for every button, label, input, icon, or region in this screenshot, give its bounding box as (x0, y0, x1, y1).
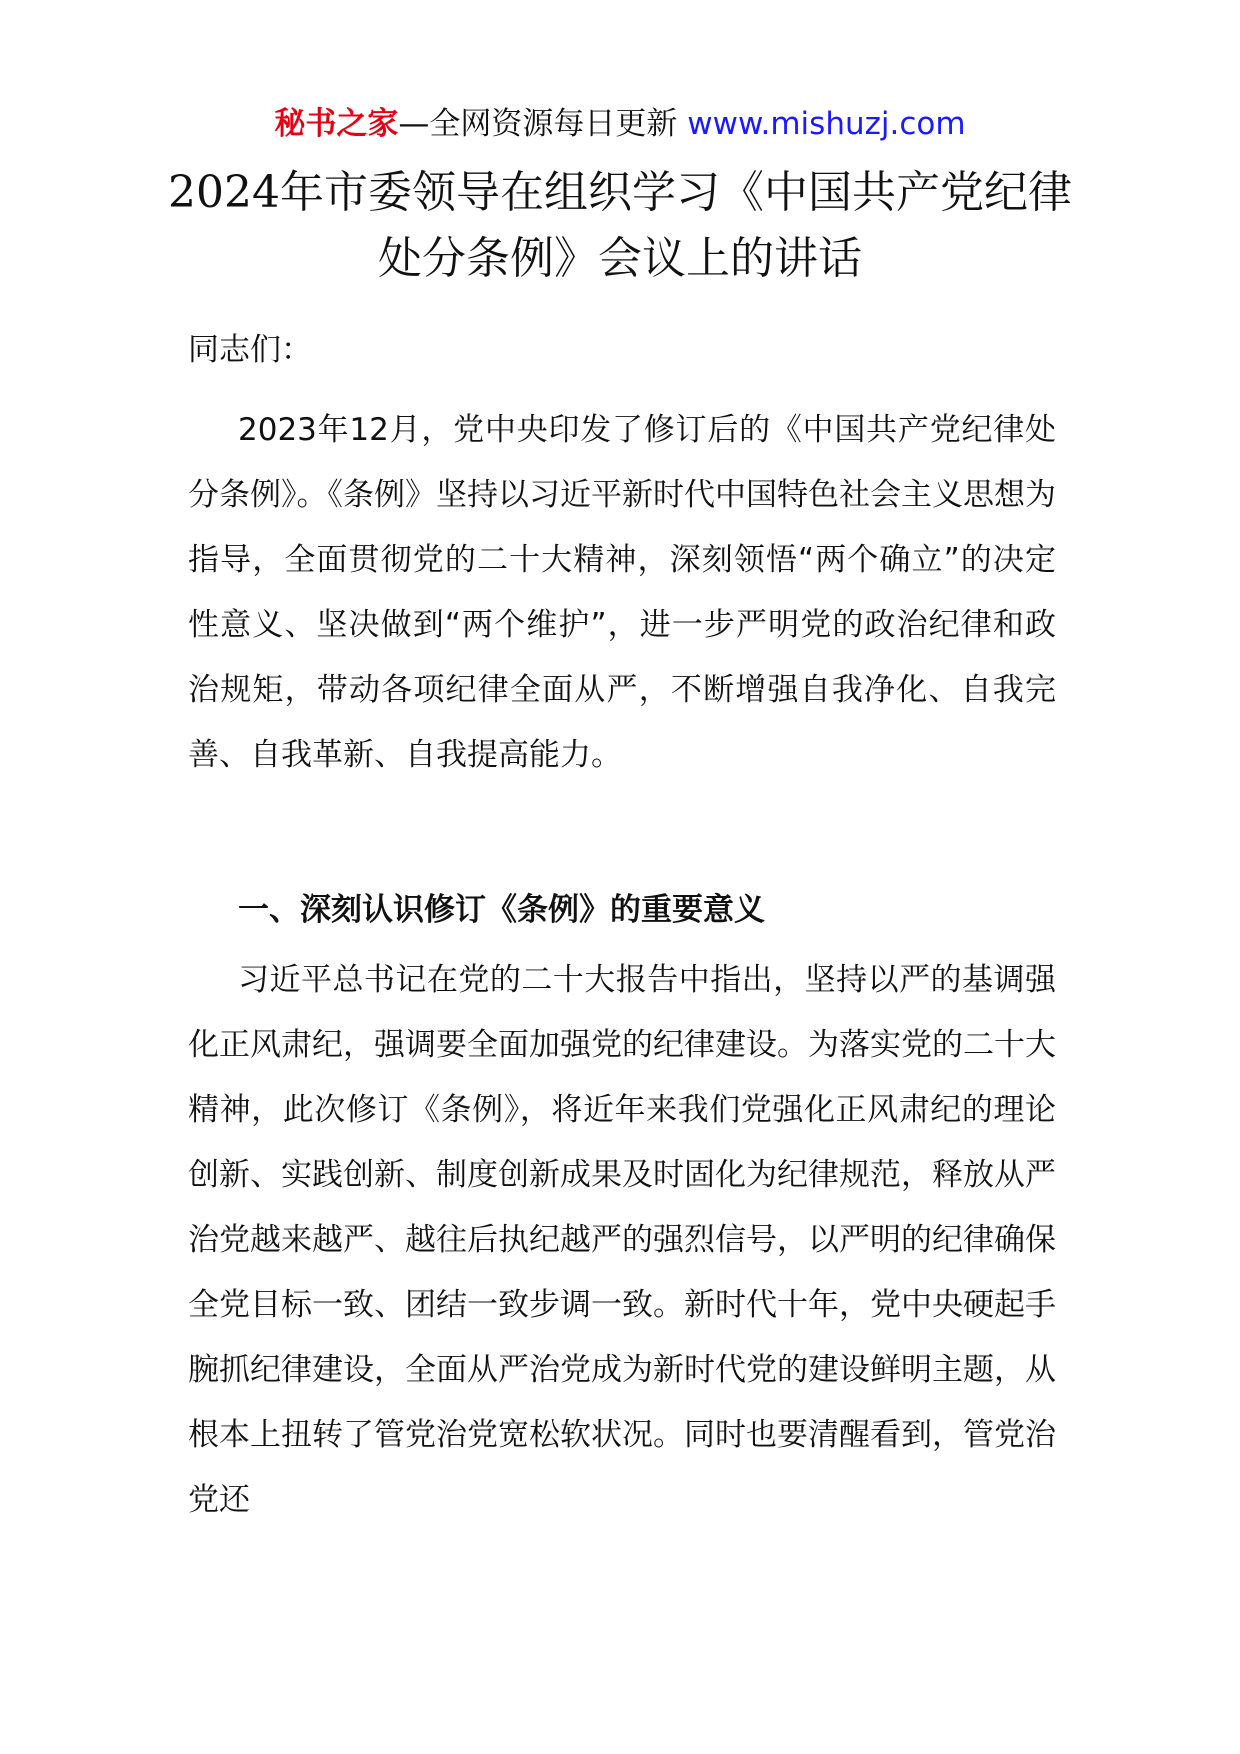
paragraph-2: 习近平总书记在党的二十大报告中指出，坚持以严的基调强化正风肃纪，强调要全面加强党的纪律建设。为落实党的二十大精神，此次修订《条例》，将近年来我们党强化正风肃纪的理论创新、实践创新、制度创新成果及时固化为纪律规范，释放从严治党越来越严、越往后执纪越严的强烈信号，以严明的纪律确保全党目标一致、团结一致步调一致。新时代十年，党中央硬起手腕抓纪律建设，全面从严治党成为新时代党的建设鲜明主题，从根本上扭转了管党治党宽松软状况。同时也要清醒看到，管党治党还 (188, 962, 1056, 1518)
site-slogan: —全网资源每日更新 (398, 106, 688, 142)
greeting: 同志们： (188, 332, 312, 368)
site-url-link[interactable]: www.mishuzj.com (687, 106, 966, 142)
title-text: 年市委领导在组织学习《中国共产党纪律处分条例》会议上的讲话 (279, 167, 1072, 284)
section-heading-1: 一、深刻认识修订《条例》的重要意义 (238, 892, 765, 928)
document-title (150, 160, 1090, 292)
title-year: 2024 (168, 167, 280, 218)
site-brand: 秘书之家 (274, 106, 399, 142)
site-banner (0, 104, 1240, 144)
paragraph-1: 2023年12月，党中央印发了修订后的《中国共产党纪律处分条例》。《条例》坚持以习近平新时代中国特色社会主义思想为指导，全面贯彻党的二十大精神，深刻领悟“两个确立”的决定性意义、坚决做到“两个维护”，进一步严明党的政治纪律和政治规矩，带动各项纪律全面从严，不断增强自我净化、自我完善、自我革新、自我提高能力。 (188, 412, 1056, 773)
